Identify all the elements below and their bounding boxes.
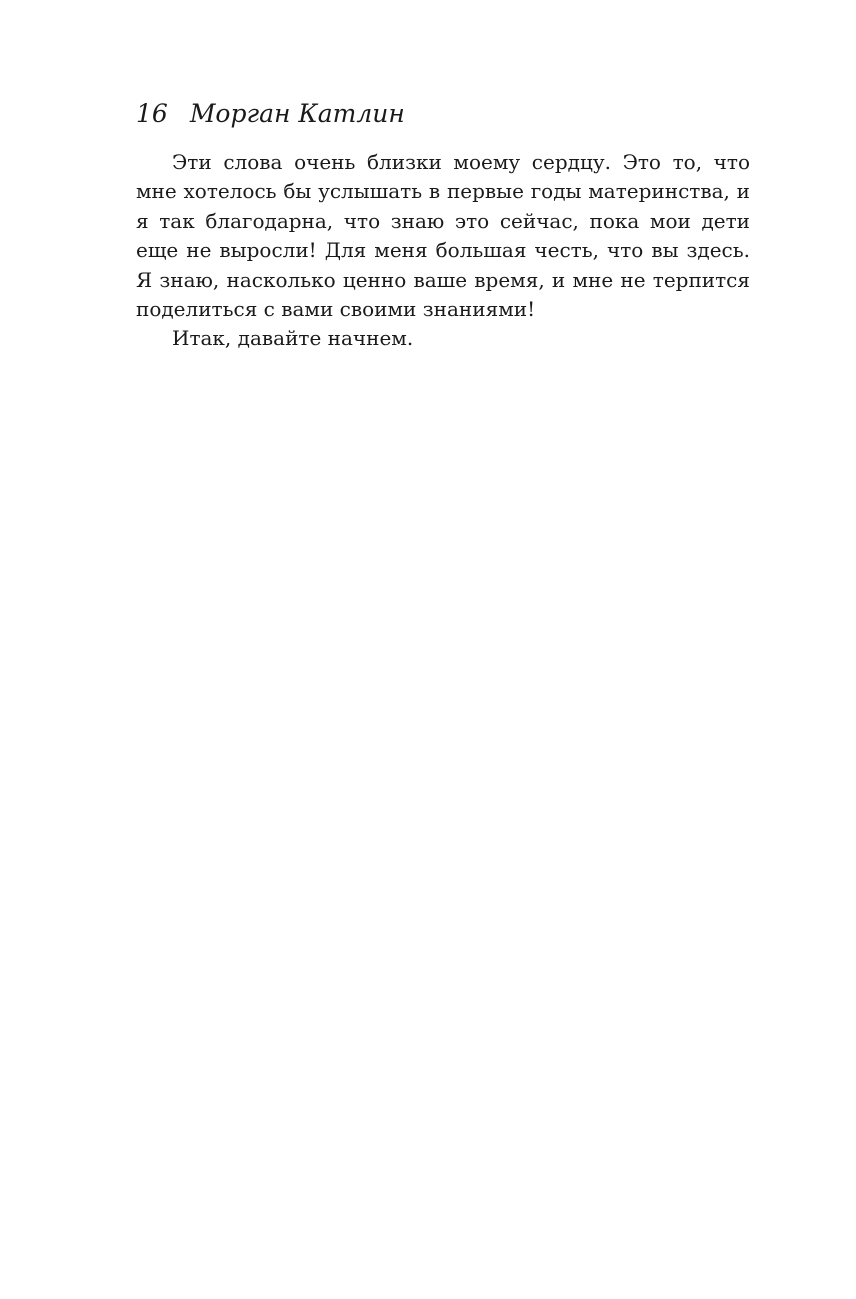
body-text xyxy=(136,148,750,354)
page-number: 16 xyxy=(136,99,168,128)
running-head-author: Морган Катлин xyxy=(189,99,405,128)
paragraph: Эти слова очень близки моему сердцу. Это то, что мне хотелось бы услышать в первые годы материнства, и я так благодарна, что знаю это сейчас, пока мои дети еще не выросли! Для меня большая честь, что вы здесь. Я знаю, насколько ценно ваше время, и мне не терпится поделиться с вами своими знаниями! xyxy=(136,150,750,322)
running-head xyxy=(136,96,405,132)
paragraph: Итак, давайте начнем. xyxy=(172,326,414,351)
